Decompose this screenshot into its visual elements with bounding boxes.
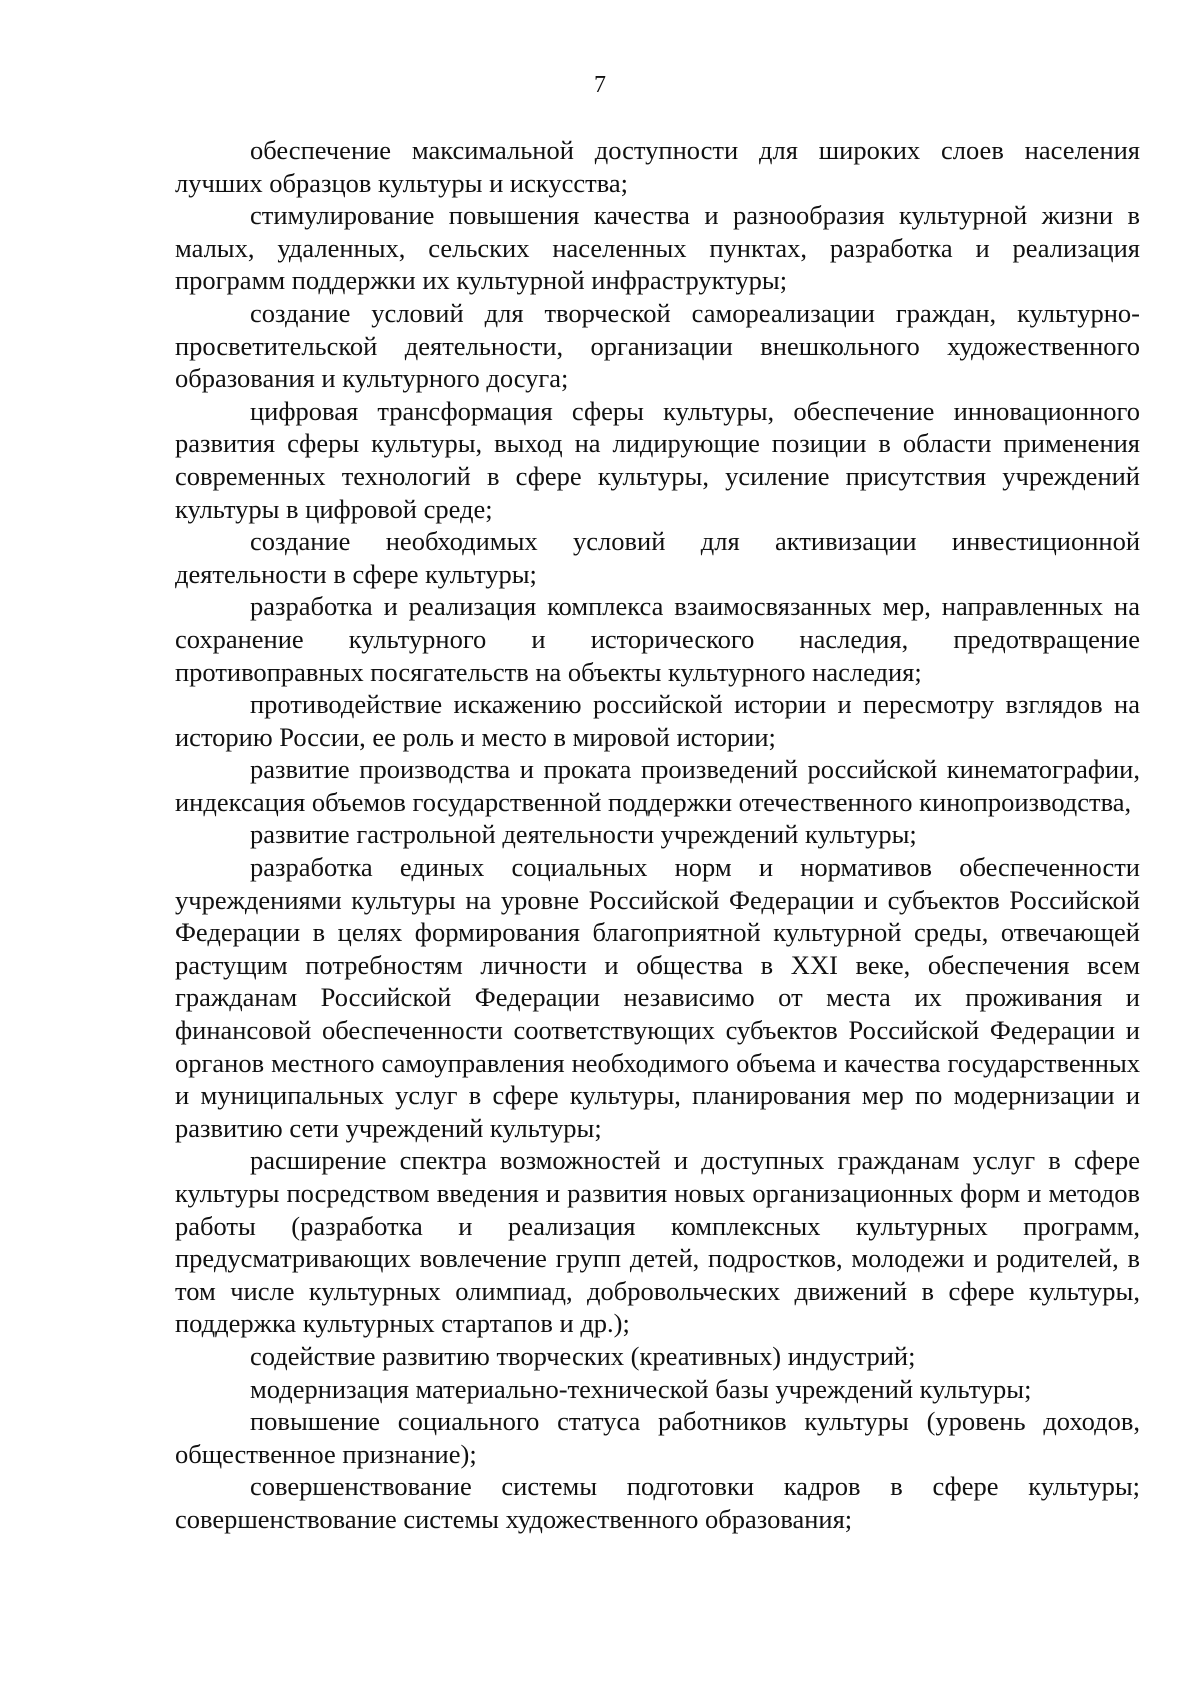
page-number: 7 [594, 72, 606, 98]
list-item: цифровая трансформация сферы культуры, обеспечение инновационного развития сферы культуры, выход на лидирующие позиции в области применения современных технологий в сфере культуры, усиление присутствия учреждений культуры в цифровой среде; [175, 395, 1140, 524]
list-item: совершенствование системы подготовки кадров в сфере культуры; совершенствование системы художественного образования; [175, 1471, 1140, 1534]
list-item: создание условий для творческой самореализации граждан, культурно-просветительской деятельности, организации внешкольного художественного образования и культурного досуга; [175, 297, 1140, 394]
list-item: повышение социального статуса работников культуры (уровень доходов, общественное признание); [175, 1406, 1140, 1469]
list-item: расширение спектра возможностей и доступных гражданам услуг в сфере культуры посредством введения и развития новых организационных форм и методов работы (разработка и реализация комплексных культурных программ, предусматривающих вовлечение групп детей, подростков, молодежи и родителей, в том числе культурных олимпиад, добровольческих движений в сфере культуры, поддержка культурных стартапов и др.); [175, 1145, 1140, 1339]
document-body [175, 134, 1140, 1536]
list-item: разработка единых социальных норм и нормативов обеспеченности учреждениями культуры на уровне Российской Федерации и субъектов Российской Федерации в целях формирования благоприятной культурной среды, отвечающей растущим потребностям личности и общества в XXI веке, обеспечения всем гражданам Российской Федерации независимо от места их проживания и финансовой обеспеченности соответствующих субъектов Российской Федерации и органов местного самоуправления необходимого объема и качества государственных и муниципальных услуг в сфере культуры, планирования мер по модернизации и развитию сети учреждений культуры; [175, 852, 1140, 1143]
list-item: разработка и реализация комплекса взаимосвязанных мер, направленных на сохранение культурного и исторического наследия, предотвращение противоправных посягательств на объекты культурного наследия; [175, 591, 1140, 687]
list-item: стимулирование повышения качества и разнообразия культурной жизни в малых, удаленных, сельских населенных пунктах, разработка и реализация программ поддержки их культурной инфраструктуры; [175, 200, 1140, 296]
list-item: развитие производства и проката произведений российской кинематографии, индексация объемов государственной поддержки отечественного кинопроизводства, [175, 754, 1140, 817]
list-item: создание необходимых условий для активизации инвестиционной деятельности в сфере культуры; [175, 526, 1140, 589]
list-item: содействие развитию творческих (креативных) индустрий; [250, 1340, 916, 1371]
list-item: противодействие искажению российской истории и пересмотру взглядов на историю России, ее роль и место в мировой истории; [175, 689, 1140, 752]
list-item: модернизация материально-технической базы учреждений культуры; [250, 1373, 1032, 1404]
list-item: обеспечение максимальной доступности для широких слоев населения лучших образцов культуры и искусства; [175, 135, 1140, 198]
list-item: развитие гастрольной деятельности учреждений культуры; [250, 819, 917, 850]
